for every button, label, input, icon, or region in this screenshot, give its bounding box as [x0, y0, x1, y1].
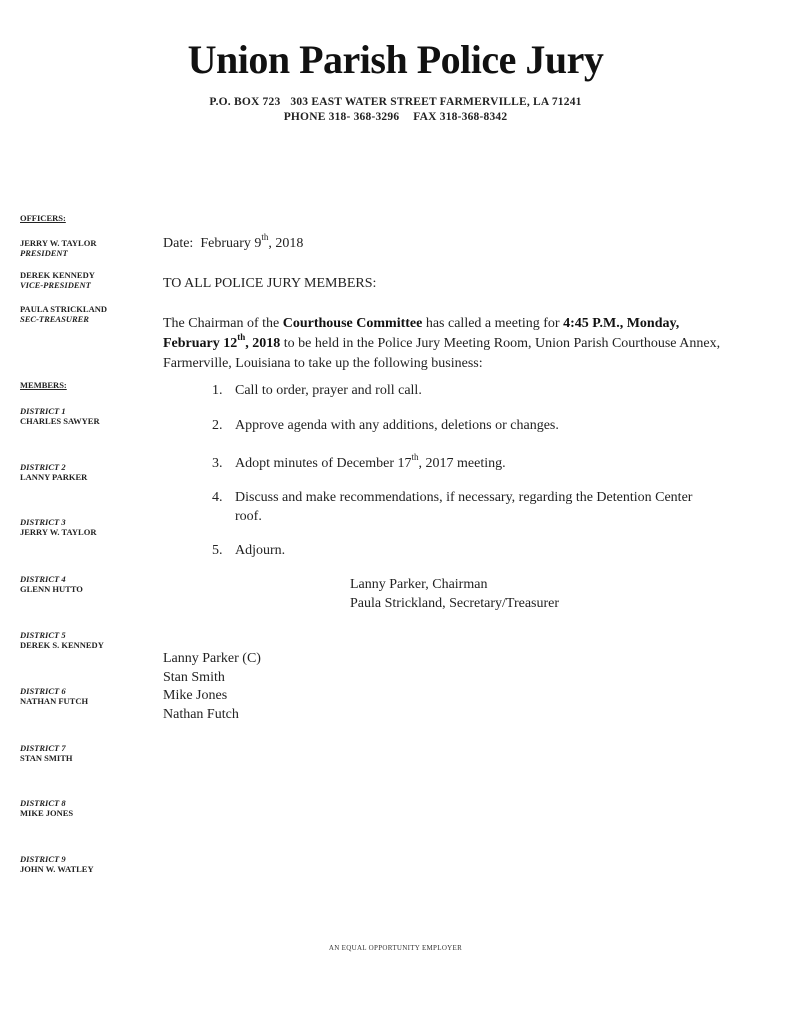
member-district: DISTRICT 3	[20, 517, 66, 527]
member-district: DISTRICT 1	[20, 406, 66, 416]
committee-member: Nathan Futch	[163, 706, 239, 722]
committee-member: Mike Jones	[163, 688, 228, 703]
salutation: TO ALL POLICE JURY MEMBERS:	[163, 276, 377, 291]
committee-member: Stan Smith	[163, 669, 225, 685]
member-name: CHARLES SAWYER	[20, 416, 100, 426]
officer-role: PRESIDENT	[20, 248, 68, 258]
member-district: DISTRICT 6	[20, 686, 66, 696]
officer-name: PAULA STRICKLAND	[20, 304, 107, 314]
letterhead-contact	[0, 111, 791, 123]
officers-heading: OFFICERS:	[20, 213, 66, 223]
committee-name: Courthouse Committee	[282, 316, 423, 331]
officer-name: DEREK KENNEDY	[20, 270, 95, 280]
po-box: P.O. BOX 723	[209, 96, 281, 108]
member-name: GLENN HUTTO	[20, 584, 83, 594]
committee-member: Lanny Parker (C)	[163, 651, 261, 666]
officer-role: VICE-PRESIDENT	[20, 280, 91, 290]
officer-name: JERRY W. TAYLOR	[20, 238, 97, 248]
street-address: 303 EAST WATER STREET FARMERVILLE, LA 71241	[290, 96, 582, 108]
meeting-date: Monday, February 12th, 2018	[163, 316, 680, 351]
member-district: DISTRICT 4	[20, 574, 66, 584]
committee-member-list	[163, 650, 261, 724]
letter-page: Union Parish Police Jury P.O. BOX 723 303 EAST WATER STREET FARMERVILLE, LA 71241 PHONE 318- 368-3296 FAX 318-368-8342 OFFICERS: JERRY W. TAYLOR PRESIDENT DEREK KENNEDY VICE-PRESIDENT PAULA STRICKLAND SEC-TREASURER MEMBERS: DISTRICT 1 CHARLES SAWYER DISTRICT 2 LANNY PARKER DISTRICT 3 JERRY W. TAYLOR DISTRICT 4 GLENN HUTTO DISTRICT 5 DEREK S. KENNEDY DISTRICT 6 NATHAN FUTCH DISTRICT 7 STAN SMITH DISTRICT 8 MIKE JONES DISTRICT 9 JOHN W. WATLEY Date: February 9th, 2018 TO ALL POLICE JURY MEMBERS: The Chairman of the Courthouse Committee has called a meeting for 4:45 P.M., Monday, February 12th, 2018 to be held in the Police Jury Meeting Room, Union Parish Courthouse Annex, Farmerville, Louisiana to take up the following business: 1. Call to order, prayer and roll call. 2. Approve agenda with any additions, deletions or changes. 3. Adopt minutes of December 17th, 2017 meeting. 4. Discuss and make recommendations, if necessary, regarding the Detention Center roof. 5. Adjourn. Lanny Parker, Chairman Paula Strickland, Secretary/Treasurer Lanny Parker (C) Stan Smith Mike Jones Nathan Futch AN EQUAL OPPORTUNITY EMPLOYER	[0, 0, 791, 1024]
member-name: MIKE JONES	[20, 808, 74, 818]
member-district: DISTRICT 9	[20, 854, 66, 864]
member-name: JOHN W. WATLEY	[20, 864, 94, 874]
fax-number: FAX 318-368-8342	[413, 111, 508, 123]
member-district: DISTRICT 7	[20, 743, 66, 753]
footer-eoe: AN EQUAL OPPORTUNITY EMPLOYER	[328, 944, 463, 952]
letterhead-title: Union Parish Police Jury	[187, 37, 604, 82]
phone-number: PHONE 318- 368-3296	[283, 111, 400, 123]
meeting-notice-paragraph: The Chairman of the Courthouse Committee has called a meeting for 4:45 P.M., Monday, February 12th, 2018 to be held in the Police Jury Meeting Room, Union Parish Courthouse Annex, Farmerville, Louisiana to take up the following business:	[163, 316, 721, 371]
members-heading: MEMBERS:	[20, 380, 67, 390]
member-name: JERRY W. TAYLOR	[20, 527, 97, 537]
meeting-time: 4:45 P.M.,	[563, 316, 624, 331]
member-name: STAN SMITH	[20, 753, 73, 763]
letter-date: Date: February 9th, 2018	[163, 232, 304, 251]
officer-role: SEC-TREASURER	[20, 314, 89, 324]
member-name: DEREK S. KENNEDY	[20, 640, 104, 650]
member-district: DISTRICT 2	[20, 462, 66, 472]
member-name: LANNY PARKER	[20, 472, 88, 482]
signature-chairman: Lanny Parker, Chairman	[350, 577, 488, 592]
signature-secretary: Paula Strickland, Secretary/Treasurer	[350, 596, 560, 611]
member-district: DISTRICT 5	[20, 630, 66, 640]
member-district: DISTRICT 8	[20, 798, 66, 808]
letterhead-address	[0, 96, 791, 108]
member-name: NATHAN FUTCH	[20, 696, 89, 706]
